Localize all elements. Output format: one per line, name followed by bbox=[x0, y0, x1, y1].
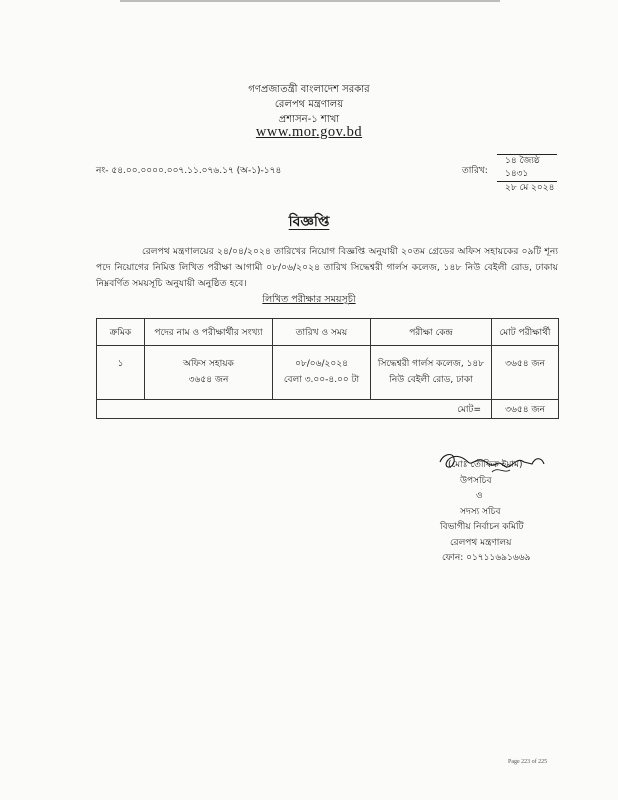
table-row bbox=[97, 346, 559, 400]
cell-total: ৩৬৫৪ জন bbox=[492, 346, 559, 400]
total-value: ৩৬৫৪ জন bbox=[492, 400, 559, 419]
header-center: পরীক্ষা কেন্দ্র bbox=[371, 319, 492, 346]
committee-name: বিভাগীয় নির্বাচন কমিটি bbox=[440, 522, 524, 532]
header-datetime: তারিখ ও সময় bbox=[273, 319, 371, 346]
schedule-table bbox=[96, 318, 559, 419]
signatory-ministry: রেলপথ মন্ত্রণালয় bbox=[450, 537, 512, 548]
notice-body-text: রেলপথ মন্ত্রণালয়ের ২৪/০৪/২০২৪ তারিখের নিয়োগ বিজ্ঞপ্তি অনুযায়ী ২০তম গ্রেডের অফিস সহায়কের ০৯টি শূন্য পদে নিয়োগের নিমিত্ত লিখিত পরীক্ষা আগামী ০৮/০৬/২০২৪ তারিখ সিদ্ধেশ্বরী গার্লস কলেজ, ১৪৮ নিউ বেইলী রোড, ঢাকায় নিম্নবর্ণিত সময়সূচি অনুযায়ী অনুষ্ঠিত হবে। bbox=[96, 246, 558, 289]
exam-time: বেলা ৩.০০-৪.০০ টা bbox=[283, 375, 360, 385]
cell-center bbox=[371, 346, 492, 400]
date-label: তারিখ: bbox=[462, 166, 488, 176]
signatory-phone: ফোন: ০১৭১১৬৯১৬৬৯ bbox=[442, 553, 531, 563]
website-link[interactable]: www.mor.gov.bd bbox=[255, 124, 363, 140]
center-line1: সিদ্ধেশ্বরী গার্লস কলেজ, ১৪৮ bbox=[377, 359, 485, 369]
cell-post bbox=[145, 346, 273, 400]
post-name: অফিস সহায়ক bbox=[183, 359, 234, 369]
signatory-designation: উপসচিব bbox=[460, 475, 492, 486]
date-bangla: ১৪ জ্যৈষ্ঠ ১৪৩১ bbox=[497, 155, 557, 182]
date-box bbox=[497, 154, 557, 195]
ministry-name: রেলপথ মন্ত্রণালয় bbox=[274, 99, 344, 110]
header-serial: ক্রমিক bbox=[97, 319, 145, 346]
total-label: মোট= bbox=[97, 400, 492, 419]
table-header-row bbox=[97, 319, 559, 346]
header-post: পদের নাম ও পরীক্ষার্থীর সংখ্যা bbox=[145, 319, 273, 346]
section-name: প্রশাসন-১ শাখা bbox=[278, 114, 340, 125]
memo-number: নং- ৫৪.০০.০০০০.০০৭.১১.০৭৬.১৭ (অ-১)-১৭৪ bbox=[96, 166, 282, 176]
schedule-title: লিখিত পরীক্ষার সময়সূচী bbox=[262, 294, 356, 305]
post-count: ৩৬৫৪ জন bbox=[188, 375, 229, 385]
table-total-row bbox=[97, 400, 559, 419]
notice-title bbox=[0, 210, 618, 234]
date-english: ২৮ মে ২০২৪ bbox=[505, 183, 555, 193]
signatory-role: সদস্য সচিব bbox=[460, 506, 501, 517]
notice-title-text: বিজ্ঞপ্তি bbox=[288, 214, 330, 230]
page-number: Page 223 of 225 bbox=[508, 759, 548, 765]
center-line2: নিউ বেইলী রোড, ঢাকা bbox=[389, 375, 473, 385]
exam-date: ০৮/০৬/২০২৪ bbox=[295, 359, 348, 369]
signatory-conjunction: ও bbox=[476, 491, 483, 501]
scan-top-edge bbox=[120, 0, 500, 2]
cell-datetime bbox=[273, 346, 371, 400]
signatory-name: (মোঃ তৌফিক ইমাম) bbox=[448, 460, 523, 470]
govt-name: গণপ্রজাতন্ত্রী বাংলাদেশ সরকার bbox=[248, 84, 370, 95]
header-total: মোট পরীক্ষার্থী bbox=[492, 319, 559, 346]
notice-body bbox=[96, 244, 558, 292]
signature-block bbox=[440, 458, 580, 567]
cell-serial: ১ bbox=[97, 346, 145, 400]
